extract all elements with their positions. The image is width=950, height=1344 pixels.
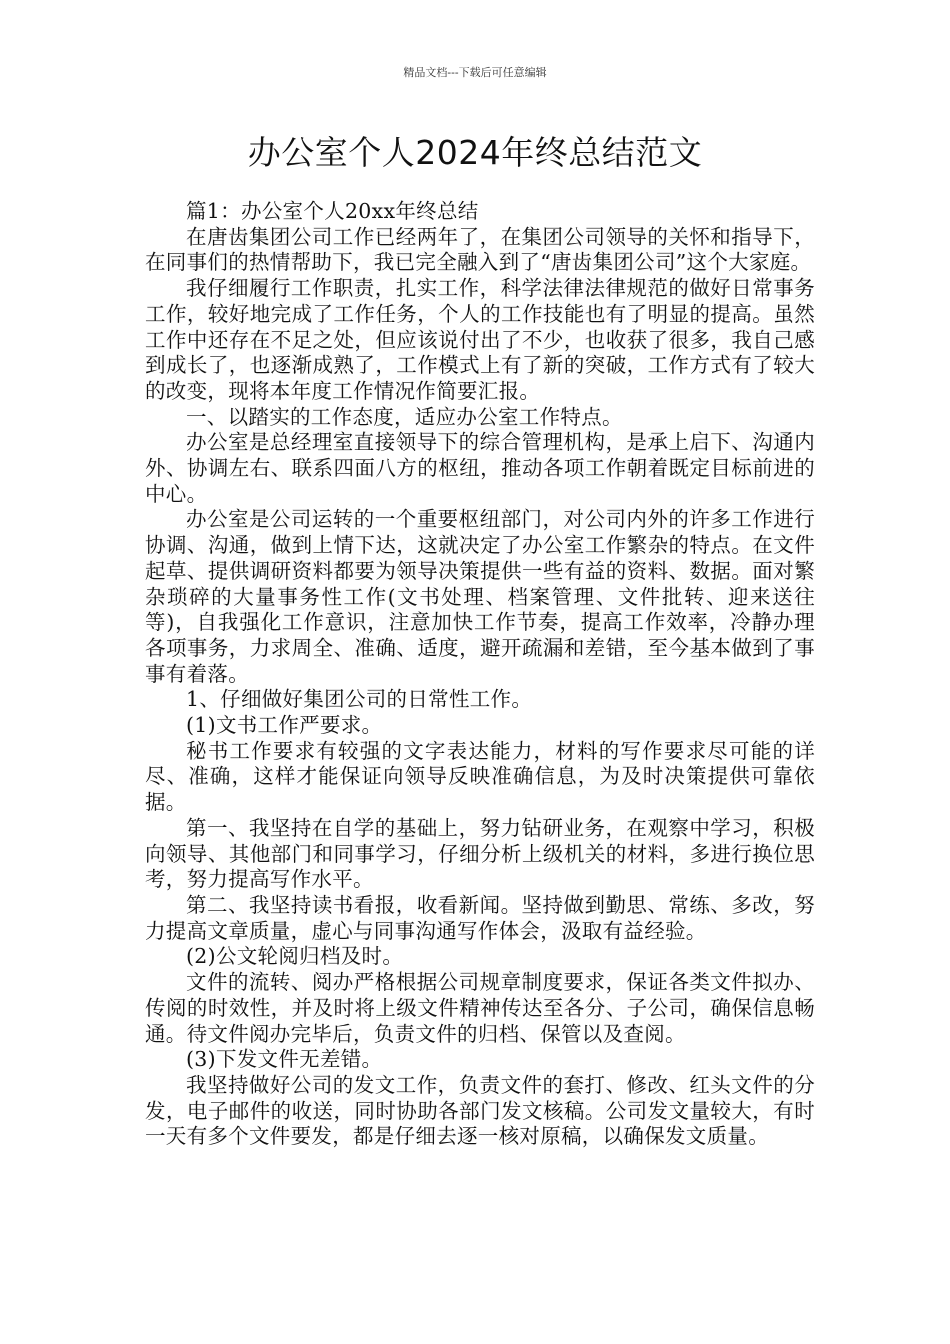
paragraph: 文件的流转、阅办严格根据公司规章制度要求，保证各类文件拟办、传阅的时效性，并及时将上级文件精神传达至各分、子公司，确保信息畅通。待文件阅办完毕后，负责文件的归档、保管以及查阅。 xyxy=(145,970,815,1046)
paragraph: 第一、我坚持在自学的基础上，努力钻研业务，在观察中学习，积极向领导、其他部门和同事学习，仔细分析上级机关的材料，多进行换位思考，努力提高写作水平。 xyxy=(145,815,815,892)
paragraph: 篇1：办公室个人20xx年终总结 xyxy=(186,199,479,223)
paragraph: 办公室是公司运转的一个重要枢纽部门，对公司内外的许多工作进行协调、沟通，做到上情下达，这就决定了办公室工作繁杂的特点。在文件起草、提供调研资料都要为领导决策提供一些有益的资料、数据。面对繁杂琐碎的大量事务性工作(文书处理、档案管理、文件批转、迎来送往等)，自我强化工作意识，注意加快工作节奏，提高工作效率，冷静办理各项事务，力求周全、准确、适度，避开疏漏和差错，至今基本做到了事事有着落。 xyxy=(145,507,815,686)
paragraph: 我坚持做好公司的发文工作，负责文件的套打、修改、红头文件的分发，电子邮件的收送，同时协助各部门发文核稿。公司发文量较大，有时一天有多个文件要发，都是仔细去逐一核对原稿，以确保发文质量。 xyxy=(145,1072,815,1149)
page-header: 精品文档---下载后可任意编辑 xyxy=(403,66,547,79)
section-heading: 一、以踏实的工作态度，适应办公室工作特点。 xyxy=(186,404,623,429)
item-heading: (1)文书工作严要求。 xyxy=(186,713,383,738)
item-heading: (3)下发文件无差错。 xyxy=(186,1047,383,1072)
paragraph: 第二、我坚持读书看报，收看新闻。坚持做到勤思、常练、多改，努力提高文章质量，虚心与同事沟通写作体会，汲取有益经验。 xyxy=(145,892,815,943)
paragraph: 秘书工作要求有较强的文字表达能力，材料的写作要求尽可能的详尽、准确，这样才能保证向领导反映准确信息，为及时决策提供可靠依据。 xyxy=(145,738,815,815)
paragraph: 我仔细履行工作职责，扎实工作，科学法律法律规范的做好日常事务工作，较好地完成了工作任务，个人的工作技能也有了明显的提高。虽然工作中还存在不足之处，但应该说付出了不少，也收获了很多，我自己感到成长了，也逐渐成熟了，工作模式上有了新的突破，工作方式有了较大的改变，现将本年度工作情况作简要汇报。 xyxy=(145,276,815,403)
document-title: 办公室个人2024年终总结范文 xyxy=(247,133,703,172)
paragraph: 在唐齿集团公司工作已经两年了，在集团公司领导的关怀和指导下，在同事们的热情帮助下，我已完全融入到了“唐齿集团公司”这个大家庭。 xyxy=(145,224,815,275)
paragraph: 办公室是总经理室直接领导下的综合管理机构，是承上启下、沟通内外、协调左右、联系四面八方的枢纽，推动各项工作朝着既定目标前进的中心。 xyxy=(145,430,815,506)
document-body xyxy=(145,199,815,1150)
item-heading: (2)公文轮阅归档及时。 xyxy=(186,944,404,969)
subsection-heading: 1、仔细做好集团公司的日常性工作。 xyxy=(186,687,533,712)
